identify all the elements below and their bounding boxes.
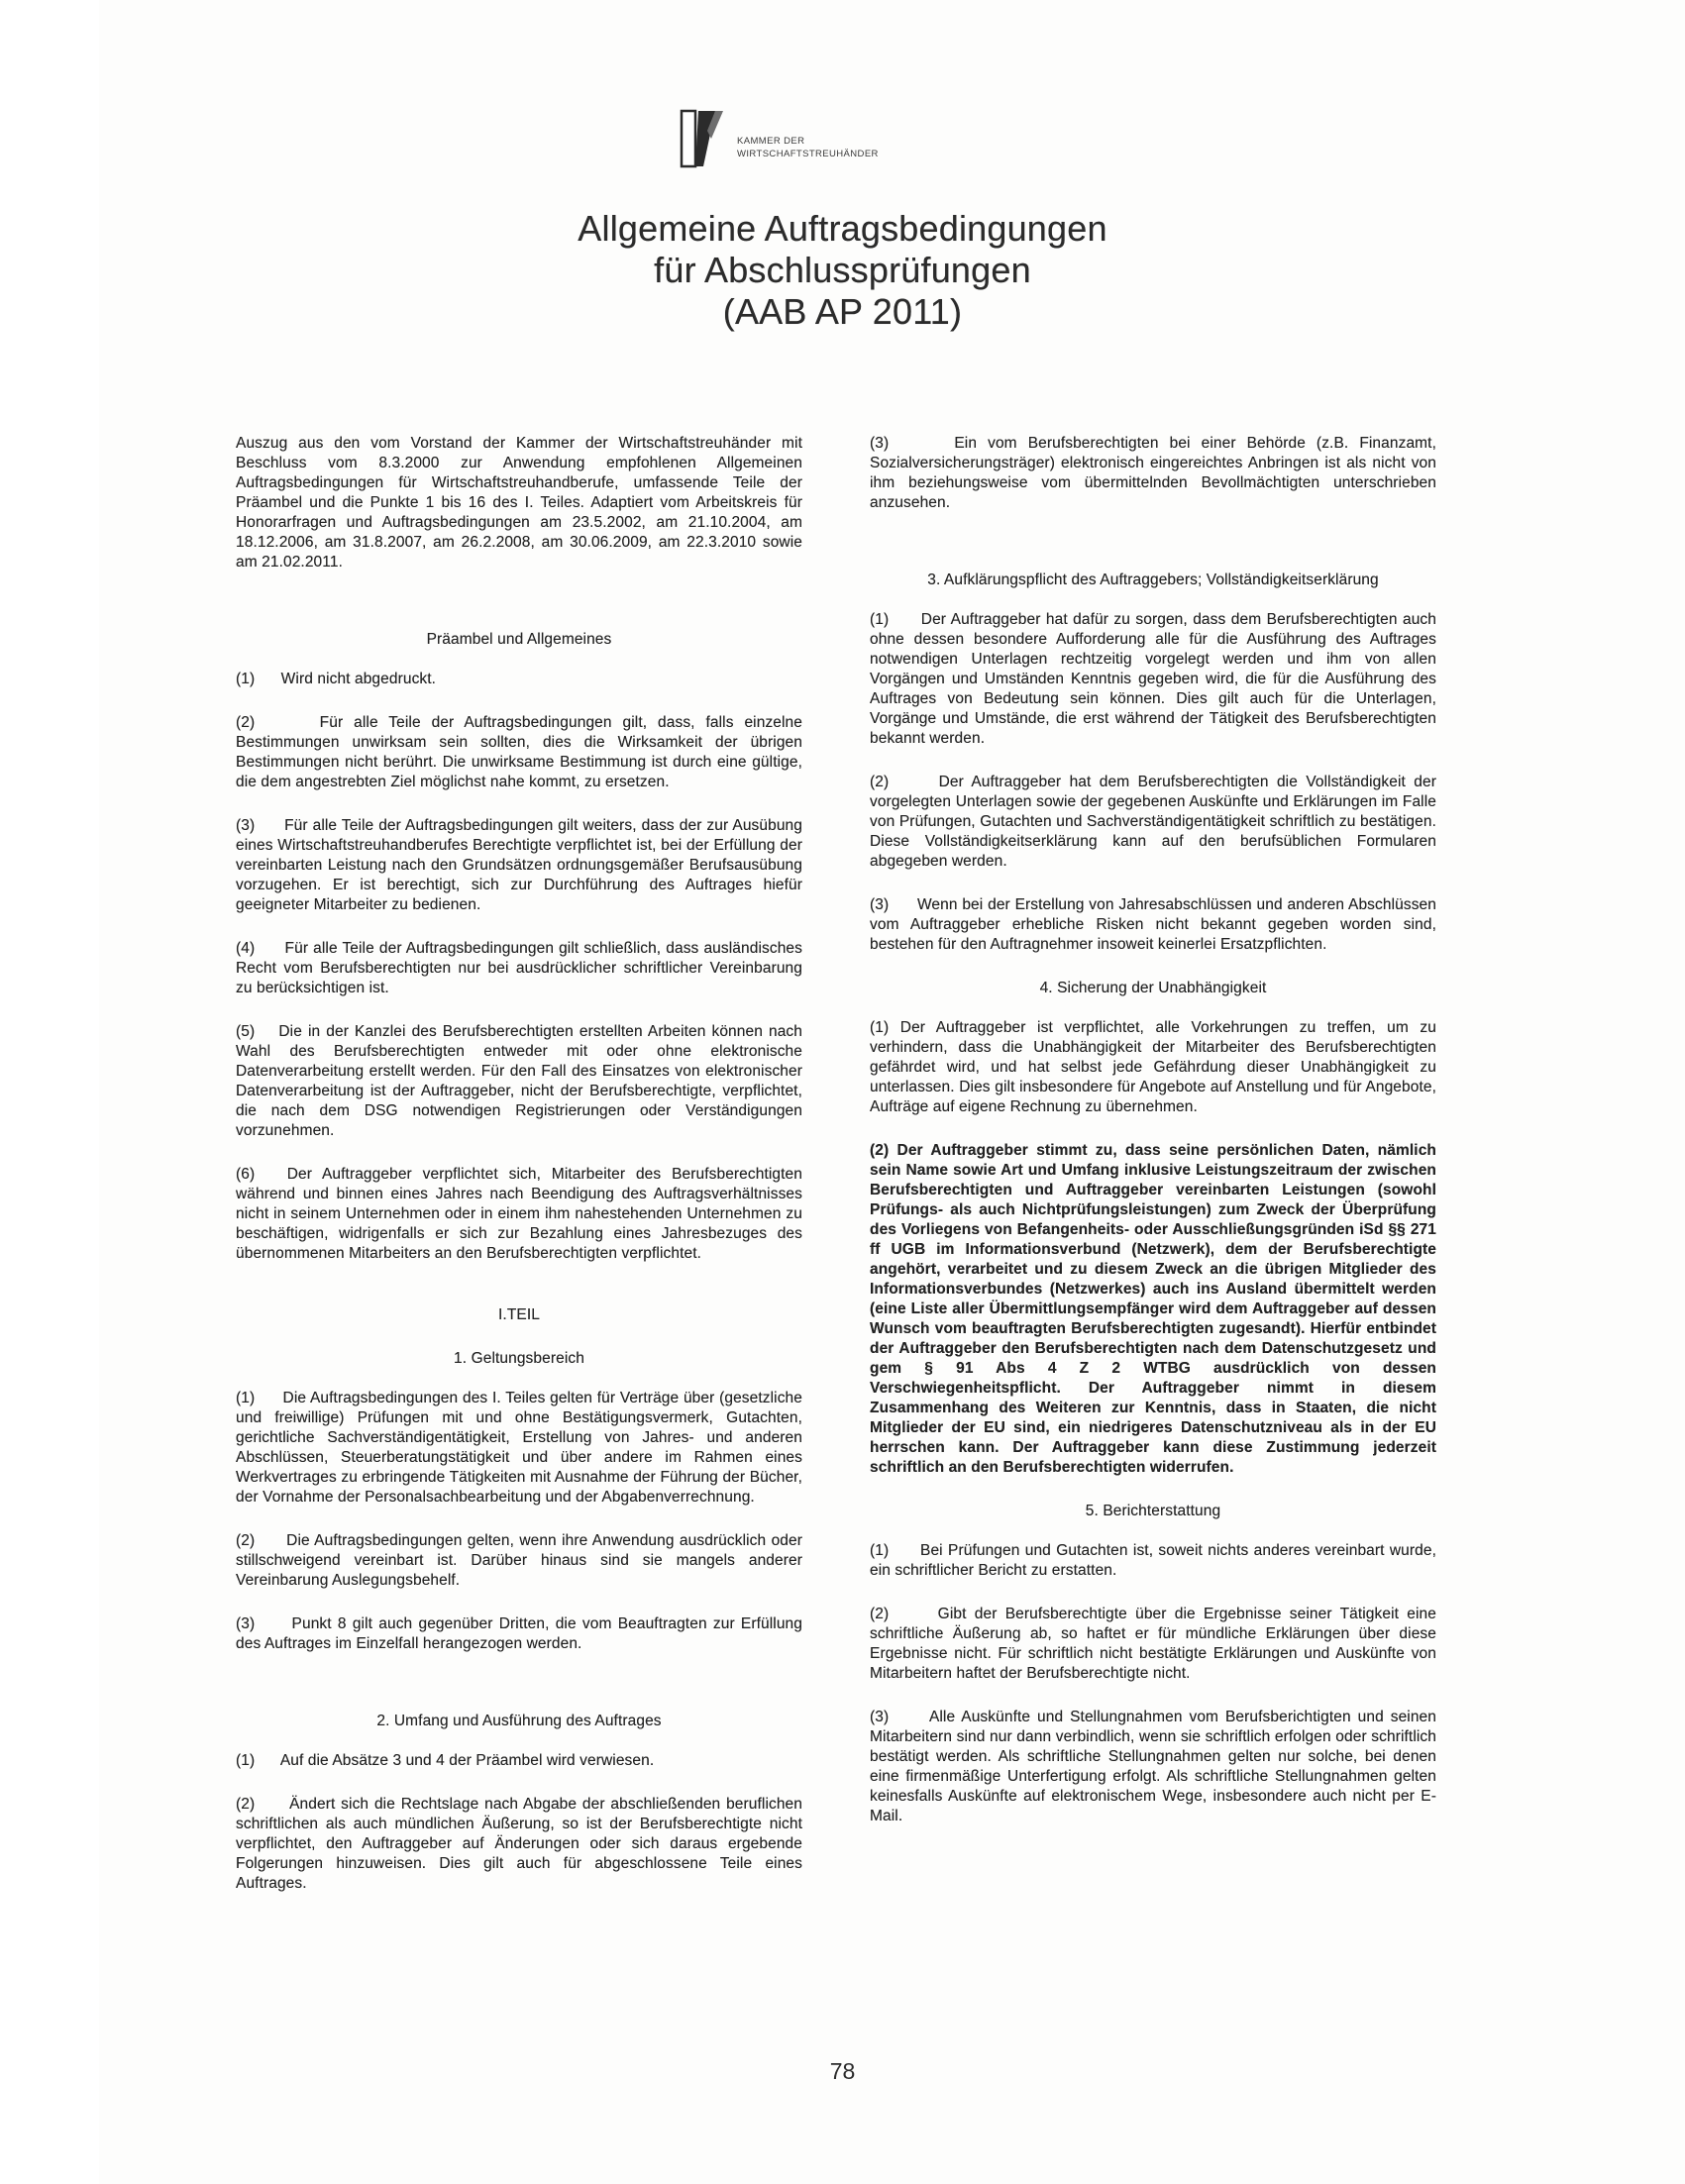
paragraph: (1) Auf die Absätze 3 und 4 der Präambel wird verwiesen. <box>236 1752 655 1769</box>
paragraph: (2) Der Auftraggeber stimmt zu, dass seine persönlichen Daten, nämlich sein Name sowie Art und Umfang inklusive Leistungszeitraum der zwischen Berufsberechtigten und Auftraggeber vereinbarten Leistungen (sowohl Prüfungs- als auch Nichtprüfungsleistungen) zum Zweck der Überprüfung des Vorliegens von Befangenheits- oder Ausschließungsgründen iSd §§ 271 ff UGB im Informationsverbund (Netzwerk), dem der Berufsberechtigte angehört, verarbeitet und zu diesem Zweck an die übrigen Mitglieder des Informationsverbundes (Netzwerkes) auch ins Ausland übermittelt werden (eine Liste aller Übermittlungsempfänger wird dem Auftraggeber auf dessen Wunsch vom beauftragten Berufsberechtigten zugesandt). Hierfür entbindet der Auftraggeber den Berufsberechtigten nach dem Datenschutzgesetz und gem § 91 Abs 4 Z 2 WTBG ausdrücklich von dessen Verschwiegenheitspflicht. Der Auftraggeber nimmt in diesem Zusammenhang des Weiteren zur Kenntnis, dass in Staaten, die nicht Mitglieder der EU sind, ein niedrigeres Datenschutzniveau als in der EU herrschen kann. Der Auftraggeber kann diese Zustimmung jederzeit schriftlich an den Berufsberechtigten widerrufen. <box>870 1142 1436 1476</box>
document-title-line2: für Abschlussprüfungen <box>654 250 1031 290</box>
section-heading: 4. Sicherung der Unabhängigkeit <box>1039 980 1267 996</box>
paragraph: (3) Ein vom Berufsberechtigten bei einer Behörde (z.B. Finanzamt, Sozialversicherungsträger) elektronisch eingereichtes Anbringen ist als nicht von ihm beziehungsweise vom übermittelnden Bevollmächtigten unterschrieben anzusehen. <box>870 435 1436 511</box>
paragraph: (1) Wird nicht abgedruckt. <box>236 671 437 687</box>
section-heading: 5. Berichterstattung <box>1085 1503 1221 1519</box>
section-heading: 2. Umfang und Ausführung des Auftrages <box>376 1713 662 1729</box>
section-heading: 1. Geltungsbereich <box>454 1350 584 1367</box>
chamber-logo-line1: KAMMER DER <box>737 136 805 147</box>
paragraph: (6) Der Auftraggeber verpflichtet sich, Mitarbeiter des Berufsberechtigten während und binnen eines Jahres nach Beendigung des Auftragsverhältnisses nicht in seinem Unternehmen oder in einem ihm nahestehenden Unternehmen zu beschäftigen, widrigenfalls er sich zur Bezahlung eines Jahresbezuges des übernommenen Mitarbeiters an den Berufsberechtigten verpflichtet. <box>236 1166 802 1262</box>
section-heading: I.TEIL <box>498 1306 540 1323</box>
paragraph: Auszug aus den vom Vorstand der Kammer der Wirtschaftstreuhänder mit Beschluss vom 8.3.2000 zur Anwendung empfohlenen Allgemeinen Auftragsbedingungen für Wirtschaftstreuhandberufe, umfassende Teile der Präambel und die Punkte 1 bis 16 des I. Teiles. Adaptiert vom Arbeitskreis für Honorarfragen und Auftragsbedingungen am 23.5.2002, am 21.10.2004, am 18.12.2006, am 31.8.2007, am 26.2.2008, am 30.06.2009, am 22.3.2010 sowie am 21.02.2011. <box>236 435 802 571</box>
right-column <box>870 434 1436 1850</box>
paragraph: (1) Der Auftraggeber hat dafür zu sorgen, dass dem Berufsberechtigten auch ohne dessen besondere Aufforderung alle für die Ausführung des Auftrages notwendigen Unterlagen rechtzeitig vorgelegt werden und ihm von allen Vorgängen und Umständen Kenntnis gegeben wird, die für die Ausführung des Auftrages von Bedeutung sein können. Dies gilt auch für die Unterlagen, Vorgänge und Umstände, die erst während der Tätigkeit des Berufsberechtigten bekannt werden. <box>870 611 1436 747</box>
paragraph: (1) Bei Prüfungen und Gutachten ist, soweit nichts anderes vereinbart wurde, ein schriftlicher Bericht zu erstatten. <box>870 1542 1436 1579</box>
page-number: 78 <box>829 2058 856 2084</box>
paragraph: (1) Der Auftraggeber ist verpflichtet, alle Vorkehrungen zu treffen, um zu verhindern, dass die Unabhängigkeit der Mitarbeiter des Berufsberechtigten gefährdet wird, und hat selbst jede Gefährdung dieser Unabhängigkeit zu unterlassen. Dies gilt insbesondere für Angebote auf Anstellung und für Angebote, Aufträge auf eigene Rechnung zu übernehmen. <box>870 1019 1436 1115</box>
paragraph: (3) Punkt 8 gilt auch gegenüber Dritten, die vom Beauftragten zur Erfüllung des Auftrages im Einzelfall herangezogen werden. <box>236 1615 802 1652</box>
chamber-logo <box>680 109 879 168</box>
paragraph: (5) Die in der Kanzlei des Berufsberechtigten erstellten Arbeiten können nach Wahl des Berufsberechtigten entweder mit oder ohne elektronische Datenverarbeitung erstellt werden. Für den Fall des Einsatzes von elektronischer Datenverarbeitung ist der Auftraggeber, nicht der Berufsberechtigte, verpflichtet, die nach dem DSG notwendigen Registrierungen oder Verständigungen vorzunehmen. <box>236 1023 802 1139</box>
section-heading: 3. Aufklärungspflicht des Auftraggebers; Vollständigkeitserklärung <box>927 572 1379 588</box>
left-column <box>236 434 802 1918</box>
section-heading: Präambel und Allgemeines <box>426 631 612 648</box>
document-title-line3: (AAB AP 2011) <box>722 291 963 332</box>
document-title <box>0 208 1685 333</box>
paragraph: (3) Für alle Teile der Auftragsbedingungen gilt weiters, dass der zur Ausübung eines Wirtschaftstreuhandberufes Berechtigte verpflichtet ist, bei der Erfüllung der vereinbarten Leistung nach den Grundsätzen ordnungsgemäßer Berufsausübung vorzugehen. Er ist berechtigt, sich zur Durchführung des Auftrages hiefür geeigneter Mitarbeiter zu bedienen. <box>236 817 802 913</box>
paragraph: (1) Die Auftragsbedingungen des I. Teiles gelten für Verträge über (gesetzliche und freiwillige) Prüfungen mit und ohne Bestätigungsvermerk, Gutachten, gerichtliche Sachverständigentätigkeit, Erstellung von Jahres- und anderen Abschlüssen, Steuerberatungstätigkeit und über andere im Rahmen eines Werkvertrages zu erbringende Tätigkeiten mit Ausnahme der Führung der Bücher, der Vornahme der Personalsachbearbeitung und der Abgabenverrechnung. <box>236 1390 802 1506</box>
chamber-logo-line2: WIRTSCHAFTSTREUHÄNDER <box>737 149 879 159</box>
document-title-line1: Allgemeine Auftragsbedingungen <box>578 208 1107 249</box>
paragraph: (2) Gibt der Berufsberechtigte über die Ergebnisse seiner Tätigkeit eine schriftliche Äußerung ab, so haftet er für mündliche Erklärungen über diese Ergebnisse nicht. Für schriftlich nicht bestätigte Erklärungen und Auskünfte von Mitarbeitern haftet der Berufsberechtigte nicht. <box>870 1606 1436 1682</box>
kammer-logo-icon <box>680 109 725 168</box>
paragraph: (4) Für alle Teile der Auftragsbedingungen gilt schließlich, dass ausländisches Recht vom Berufsberechtigten nur bei ausdrücklicher schriftlicher Vereinbarung zu berücksichtigen ist. <box>236 940 802 996</box>
paragraph: (2) Ändert sich die Rechtslage nach Abgabe der abschließenden beruflichen schriftlichen als auch mündlichen Äußerung, so ist der Berufsberechtigte nicht verpflichtet, den Auftraggeber auf Änderungen oder sich daraus ergebende Folgerungen hinzuweisen. Dies gilt auch für abgeschlossene Teile eines Auftrages. <box>236 1796 802 1892</box>
paragraph: (3) Wenn bei der Erstellung von Jahresabschlüssen und anderen Abschlüssen vom Auftraggeber erhebliche Risken nicht bekannt gegeben worden sind, bestehen für den Auftragnehmer insoweit keinerlei Ersatzpflichten. <box>870 896 1436 953</box>
paragraph: (2) Der Auftraggeber hat dem Berufsberechtigten die Vollständigkeit der vorgelegten Unterlagen sowie der gegebenen Auskünfte und Erklärungen im Falle von Prüfungen, Gutachten und Sachverständigentätigkeit schriftlich zu bestätigen. Diese Vollständigkeitserklärung kann auf den berufsüblichen Formularen abgegeben werden. <box>870 774 1436 870</box>
paragraph: (2) Für alle Teile der Auftragsbedingungen gilt, dass, falls einzelne Bestimmungen unwirksam sein sollten, dies die Wirksamkeit der übrigen Bestimmungen nicht berührt. Die unwirksame Bestimmung ist durch eine gültige, die dem angestrebten Ziel möglichst nahe kommt, zu ersetzen. <box>236 714 802 790</box>
chamber-logo-text <box>737 135 879 160</box>
paragraph: (3) Alle Auskünfte und Stellungnahmen vom Berufsberichtigten und seinen Mitarbeitern sind nur dann verbindlich, wenn sie schriftlich erfolgen oder schriftlich bestätigt werden. Als schriftliche Stellungnahmen gelten nur solche, bei denen eine firmenmäßige Unterfertigung erfolgt. Als schriftliche Stellungnahmen gelten keinesfalls Auskünfte auf elektronischem Wege, insbesondere auch nicht per E-Mail. <box>870 1709 1436 1824</box>
paragraph: (2) Die Auftragsbedingungen gelten, wenn ihre Anwendung ausdrücklich oder stillschweigend vereinbart ist. Darüber hinaus sind sie mangels anderer Vereinbarung Auslegungsbehelf. <box>236 1532 802 1589</box>
